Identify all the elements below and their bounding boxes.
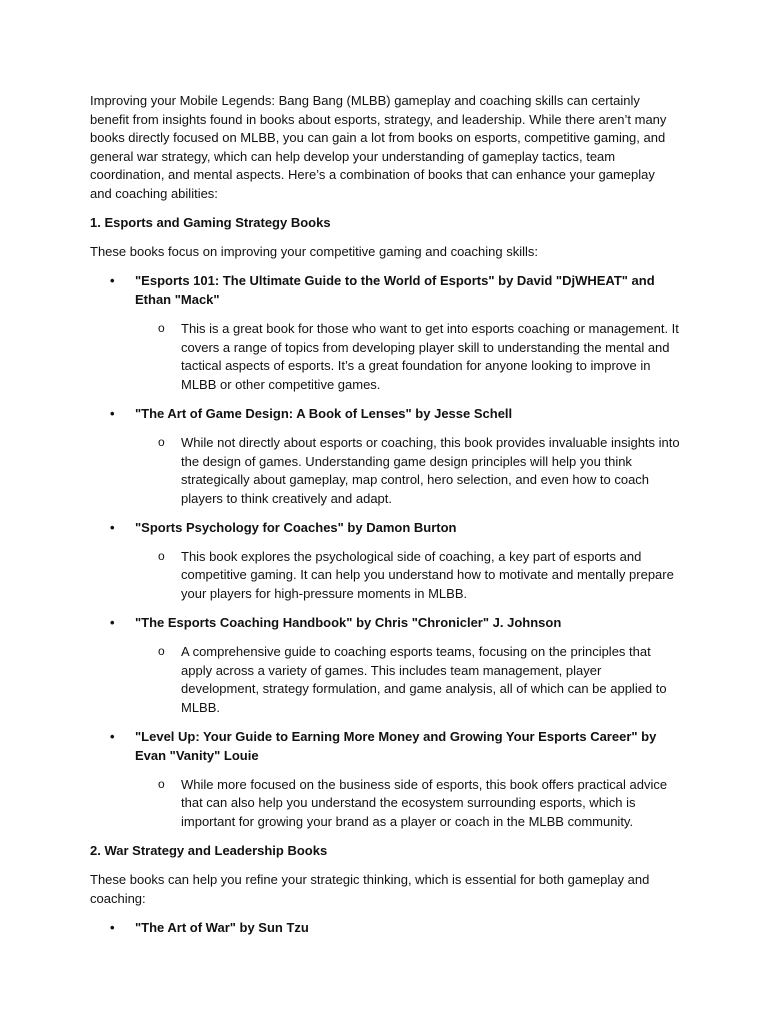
bullet-icon: • [110, 273, 115, 289]
book-title: "Sports Psychology for Coaches" by Damon Burton [135, 519, 457, 535]
intro-paragraph: Improving your Mobile Legends: Bang Bang (MLBB) gameplay and coaching skills can certainly benefit from insights found in books about esports, strategy, and leadership. While there aren’t many books directly focused on MLBB, you can gain a lot from books on esports, competitive gaming, and general war strategy, which can help develop your understanding of gameplay tactics, team coordination, and mental aspects. Here’s a combination of books that can enhance your gameplay and coaching abilities: [90, 93, 667, 201]
book-description [90, 320, 680, 394]
book-description [90, 776, 680, 832]
sub-bullet-icon: o [158, 320, 165, 335]
book-description-text: This is a great book for those who want to get into esports coaching or management. It covers a range of topics from developing player skill to understanding the mental and tactical aspects of esports. It’s a great foundation for anyone looking to improve in MLBB or other competitive games. [181, 320, 679, 392]
bullet-icon: • [110, 729, 115, 745]
book-item [90, 272, 680, 309]
sub-bullet-icon: o [158, 776, 165, 791]
book-description-text: While more focused on the business side of esports, this book offers practical advice that can also help you understand the ecosystem surrounding esports, which is important for growing your brand as a player or coach in the MLBB community. [181, 776, 668, 829]
bullet-icon: • [110, 919, 115, 935]
book-description [90, 643, 680, 717]
book-description-text: A comprehensive guide to coaching esports teams, focusing on the principles that apply across a variety of games. This includes team management, player development, strategy formulation, and game analysis, all of which can be applied to MLBB. [181, 644, 667, 716]
book-description-text: While not directly about esports or coaching, this book provides invaluable insights into the design of games. Understanding game design principles will help you think strategically about gameplay, map control, hero selection, and even how to coach players to think creatively and adapt. [181, 434, 680, 506]
book-title: "Level Up: Your Guide to Earning More Money and Growing Your Esports Career" by Evan "Vanity" Louie [135, 729, 657, 763]
book-item [90, 405, 680, 424]
book-description [90, 548, 680, 604]
section-lead: These books can help you refine your strategic thinking, which is essential for both gameplay and coaching: [90, 872, 650, 906]
book-title: "The Art of Game Design: A Book of Lenses" by Jesse Schell [135, 405, 513, 421]
document-page [90, 92, 680, 948]
section-war-strategy [90, 842, 680, 937]
bullet-icon: • [110, 615, 115, 631]
book-description [90, 434, 680, 508]
bullet-icon: • [110, 519, 115, 535]
book-item [90, 728, 680, 765]
section-lead: These books focus on improving your competitive gaming and coaching skills: [90, 244, 539, 260]
book-item [90, 919, 680, 938]
section-heading: 1. Esports and Gaming Strategy Books [90, 215, 331, 231]
bullet-icon: • [110, 405, 115, 421]
sub-bullet-icon: o [158, 644, 165, 659]
book-item [90, 614, 680, 633]
book-description-text: This book explores the psychological side of coaching, a key part of esports and competitive gaming. It can help you understand how to motivate and mentally prepare your players for high-pressure moments in MLBB. [181, 548, 674, 602]
sub-bullet-icon: o [158, 548, 165, 563]
section-heading: 2. War Strategy and Leadership Books [90, 843, 328, 859]
book-title: "Esports 101: The Ultimate Guide to the World of Esports" by David "DjWHEAT" and Ethan "Mack" [135, 273, 655, 307]
book-title: "The Esports Coaching Handbook" by Chris "Chronicler" J. Johnson [135, 615, 562, 631]
sub-bullet-icon: o [158, 434, 165, 449]
book-item [90, 519, 680, 538]
book-title: "The Art of War" by Sun Tzu [135, 919, 309, 935]
section-esports [90, 214, 680, 832]
